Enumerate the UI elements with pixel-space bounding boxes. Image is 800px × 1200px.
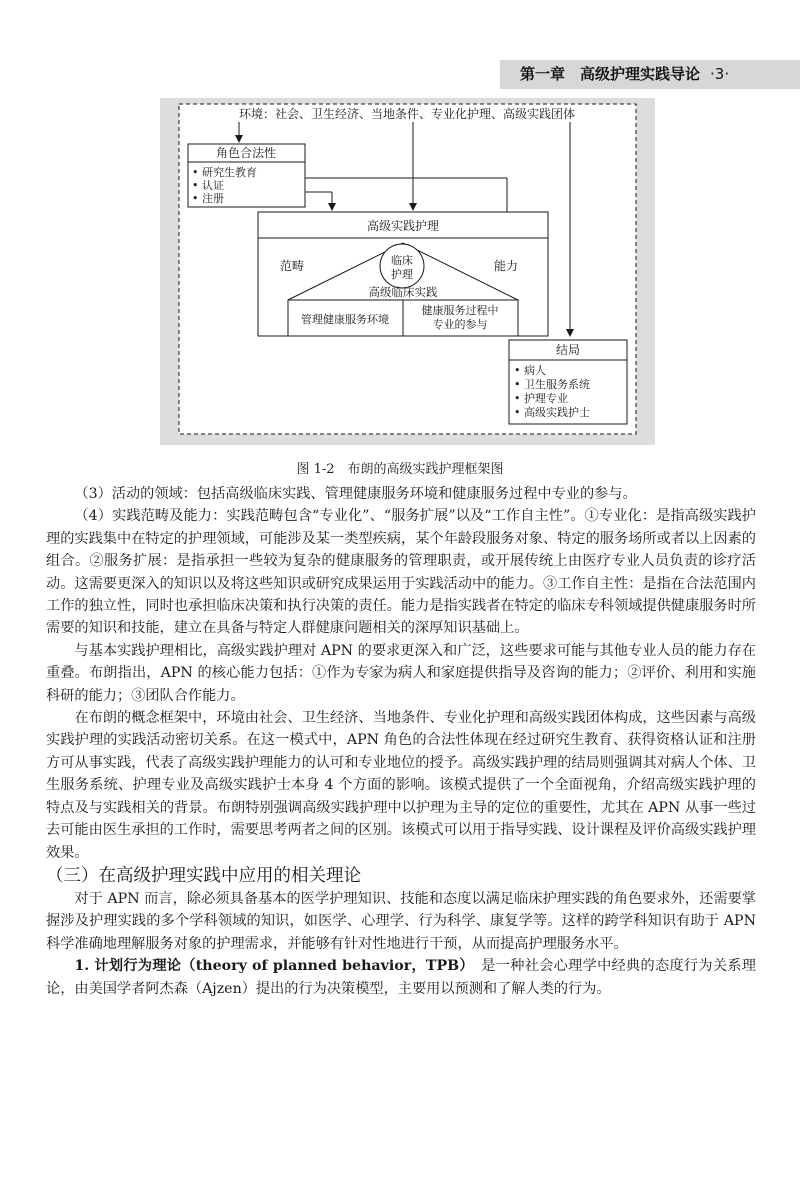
clinical-nursing-label: 护理 [391,268,413,281]
theory-title: 1. 计划行为理论（theory of planned behavior，TPB） [74,958,467,975]
participation-label: 专业的参与 [432,318,488,331]
apn-framework-diagram [160,98,655,445]
running-header [520,63,729,85]
page-number: ·3· [710,65,730,83]
environment-label: 环境：社会、卫生经济、当地条件、专业化护理、高级实践团体 [238,107,576,121]
paragraph [46,955,756,1000]
chapter-title: 第一章 高级护理实践导论 [520,65,701,83]
outcome-item: • 卫生服务系统 [514,378,590,391]
scope-label: 范畴 [279,259,305,273]
outcomes-title: 结局 [555,343,581,357]
legitimacy-item: • 注册 [192,192,224,205]
managing-environment-label: 管理健康服务环境 [301,313,389,326]
body-text [46,483,756,1000]
outcome-item: • 高级实践护士 [514,406,590,419]
paragraph: （4）实践范畴及能力：实践范畴包含“专业化”、“服务扩展”以及“工作自主性”。①专业化：是指高级实践护理的实践集中在特定的护理领域，可能涉及某一类型疾病，某个年龄段服务对象、特定的服务场所或者以上因素的组合。②服务扩展：是指承担一些较为复杂的健康服务的管理职责，或开展传统上由医疗专业人员负责的诊疗活动。这需要更深入的知识以及将这些知识或研究成果运用于实践活动中的能力。③工作自主性：是指在合法范围内工作的独立性，同时也承担临床决策和执行决策的责任。能力是指实践者在特定的临床专科领域提供健康服务时所需要的知识和技能，建立在具备与特定人群健康问题相关的深厚知识基础上。 [46,508,756,637]
outcome-item: • 病人 [514,364,546,377]
outcome-item: • 护理专业 [514,392,568,405]
legitimacy-item: • 认证 [192,179,224,192]
legitimacy-item: • 研究生教育 [192,166,257,179]
paragraph: 在布朗的概念框架中，环境由社会、卫生经济、当地条件、专业化护理和高级实践团体构成，这些因素与高级实践护理的实践活动密切关系。在这一模式中，APN 角色的合法性体现在经过研究生教育、获得资格认证和注册方可从事实践，代表了高级实践护理能力的认可和专业地位的授予。高级实践护理的结局则强调其对病人个体、卫生服务系统、护理专业及高级实践护士本身 4 个方面的影响。该模式提供了一个全面视角，介绍高级实践护理的特点及与实践相关的背景。布朗特别强调高级实践护理中以护理为主导的定位的重要性，尤其在 APN 从事一些过去可能由医生承担的工作时，需要思考两者之间的区别。该模式可以用于指导实践、设计课程及评价高级实践护理效果。 [46,710,756,861]
figure-caption: 图 1-2 布朗的高级实践护理框架图 [296,462,504,477]
competency-label: 能力 [493,259,519,273]
paragraph: （3）活动的领域：包括高级临床实践、管理健康服务环境和健康服务过程中专业的参与。 [74,486,637,502]
apn-title: 高级实践护理 [366,219,440,233]
section-heading: （三）在高级护理实践中应用的相关理论 [46,865,361,886]
advanced-clinical-practice-label: 高级临床实践 [368,285,438,299]
clinical-nursing-label: 临床 [391,254,413,267]
theory-description: 是一种社会心理学中经典的态度行为关系理论，由美国学者阿杰森（Ajzen）提出的行为决策模型，主要用以预测和了解人类的行为。 [46,958,756,997]
paragraph: 与基本实践护理相比，高级实践护理对 APN 的要求更深入和广泛，这些要求可能与其他专业人员的能力存在重叠。布朗指出，APN 的核心能力包括：①作为专家为病人和家庭提供指导及咨询的能力；②评价、利用和实施科研的能力；③团队合作能力。 [46,642,756,704]
participation-label: 健康服务过程中 [421,304,499,317]
paragraph: 对于 APN 而言，除必须具备基本的医学护理知识、技能和态度以满足临床护理实践的角色要求外，还需要掌握涉及护理实践的多个学科领域的知识，如医学、心理学、行为科学、康复学等。这样的跨学科知识有助于 APN 科学准确地理解服务对象的护理需求，并能够有针对性地进行干预，从而提高护理服务水平。 [46,890,756,952]
role-legitimacy-title: 角色合法性 [215,146,277,160]
